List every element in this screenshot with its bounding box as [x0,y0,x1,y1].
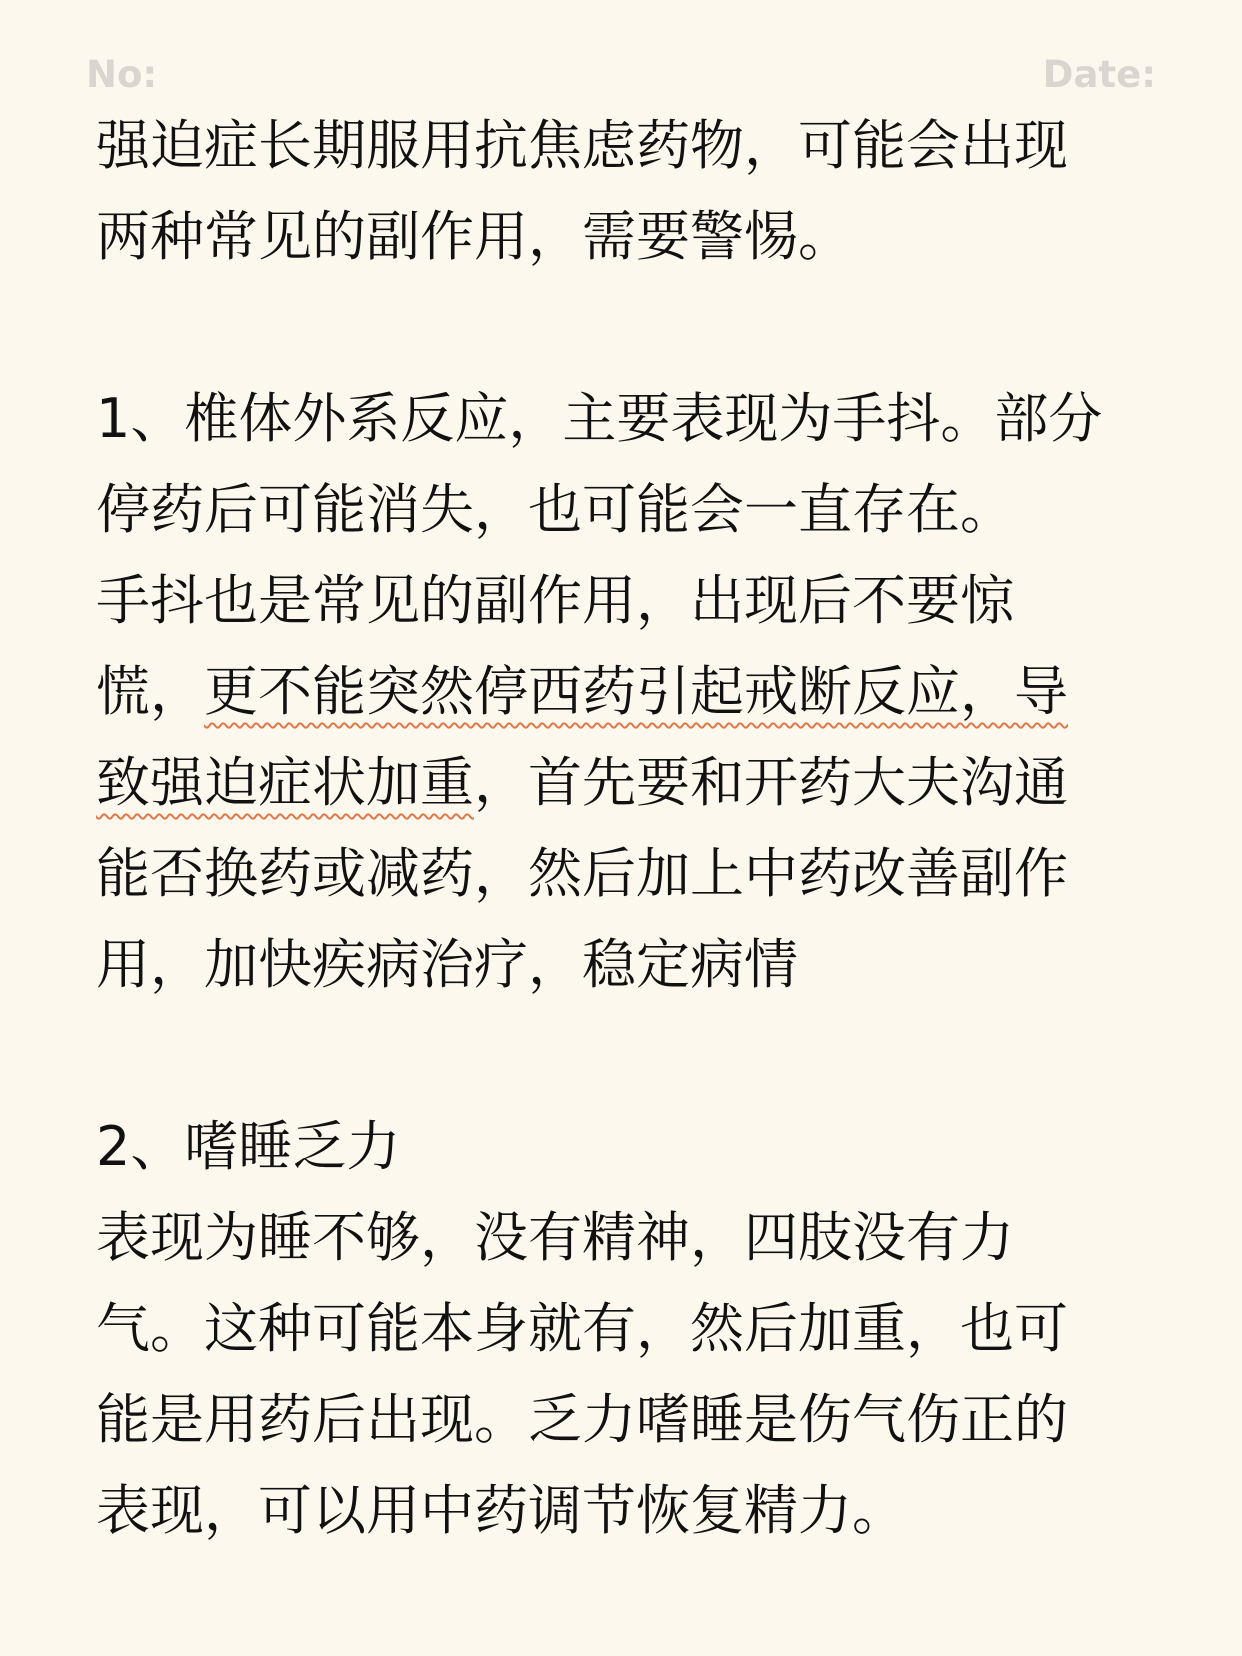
section1-line-6: 能否换药或减药，然后加上中药改善副作 [96,842,1068,905]
highlighted-warning-part-2: 致强迫症状加重 [96,751,474,814]
intro-line-2: 两种常见的副作用，需要警惕。 [96,205,852,268]
date-label: Date: [1042,53,1156,96]
highlighted-warning-part-1: 更不能突然停西药引起戒断反应，导 [204,660,1068,723]
section1-line-5-plain: ，首先要和开药大夫沟通 [474,751,1068,814]
section2-line-4: 表现，可以用中药调节恢复精力。 [96,1479,906,1542]
section1-line-4 [96,646,1176,737]
paragraph-gap [96,282,1176,373]
paragraph-gap [96,1010,1176,1101]
section1-line-5 [96,737,1176,828]
section2-line-3: 能是用药后出现。乏力嗜睡是伤气伤正的 [96,1388,1068,1451]
note-body [96,100,1176,1556]
section2-title: 2、嗜睡乏力 [96,1115,401,1178]
section2-line-2: 气。这种可能本身就有，然后加重，也可 [96,1297,1068,1360]
section1-line-7: 用，加快疾病治疗，稳定病情 [96,933,798,996]
section1-line-3: 手抖也是常见的副作用，出现后不要惊 [96,569,1014,632]
section1-line-4-plain: 慌， [96,660,204,723]
no-label: No: [86,53,158,96]
section2-line-1: 表现为睡不够，没有精神，四肢没有力 [96,1206,1014,1269]
section1-line-1: 1、椎体外系反应，主要表现为手抖。部分 [96,387,1103,450]
intro-line-1: 强迫症长期服用抗焦虑药物，可能会出现 [96,114,1068,177]
section1-line-2: 停药后可能消失，也可能会一直存在。 [96,478,1014,541]
